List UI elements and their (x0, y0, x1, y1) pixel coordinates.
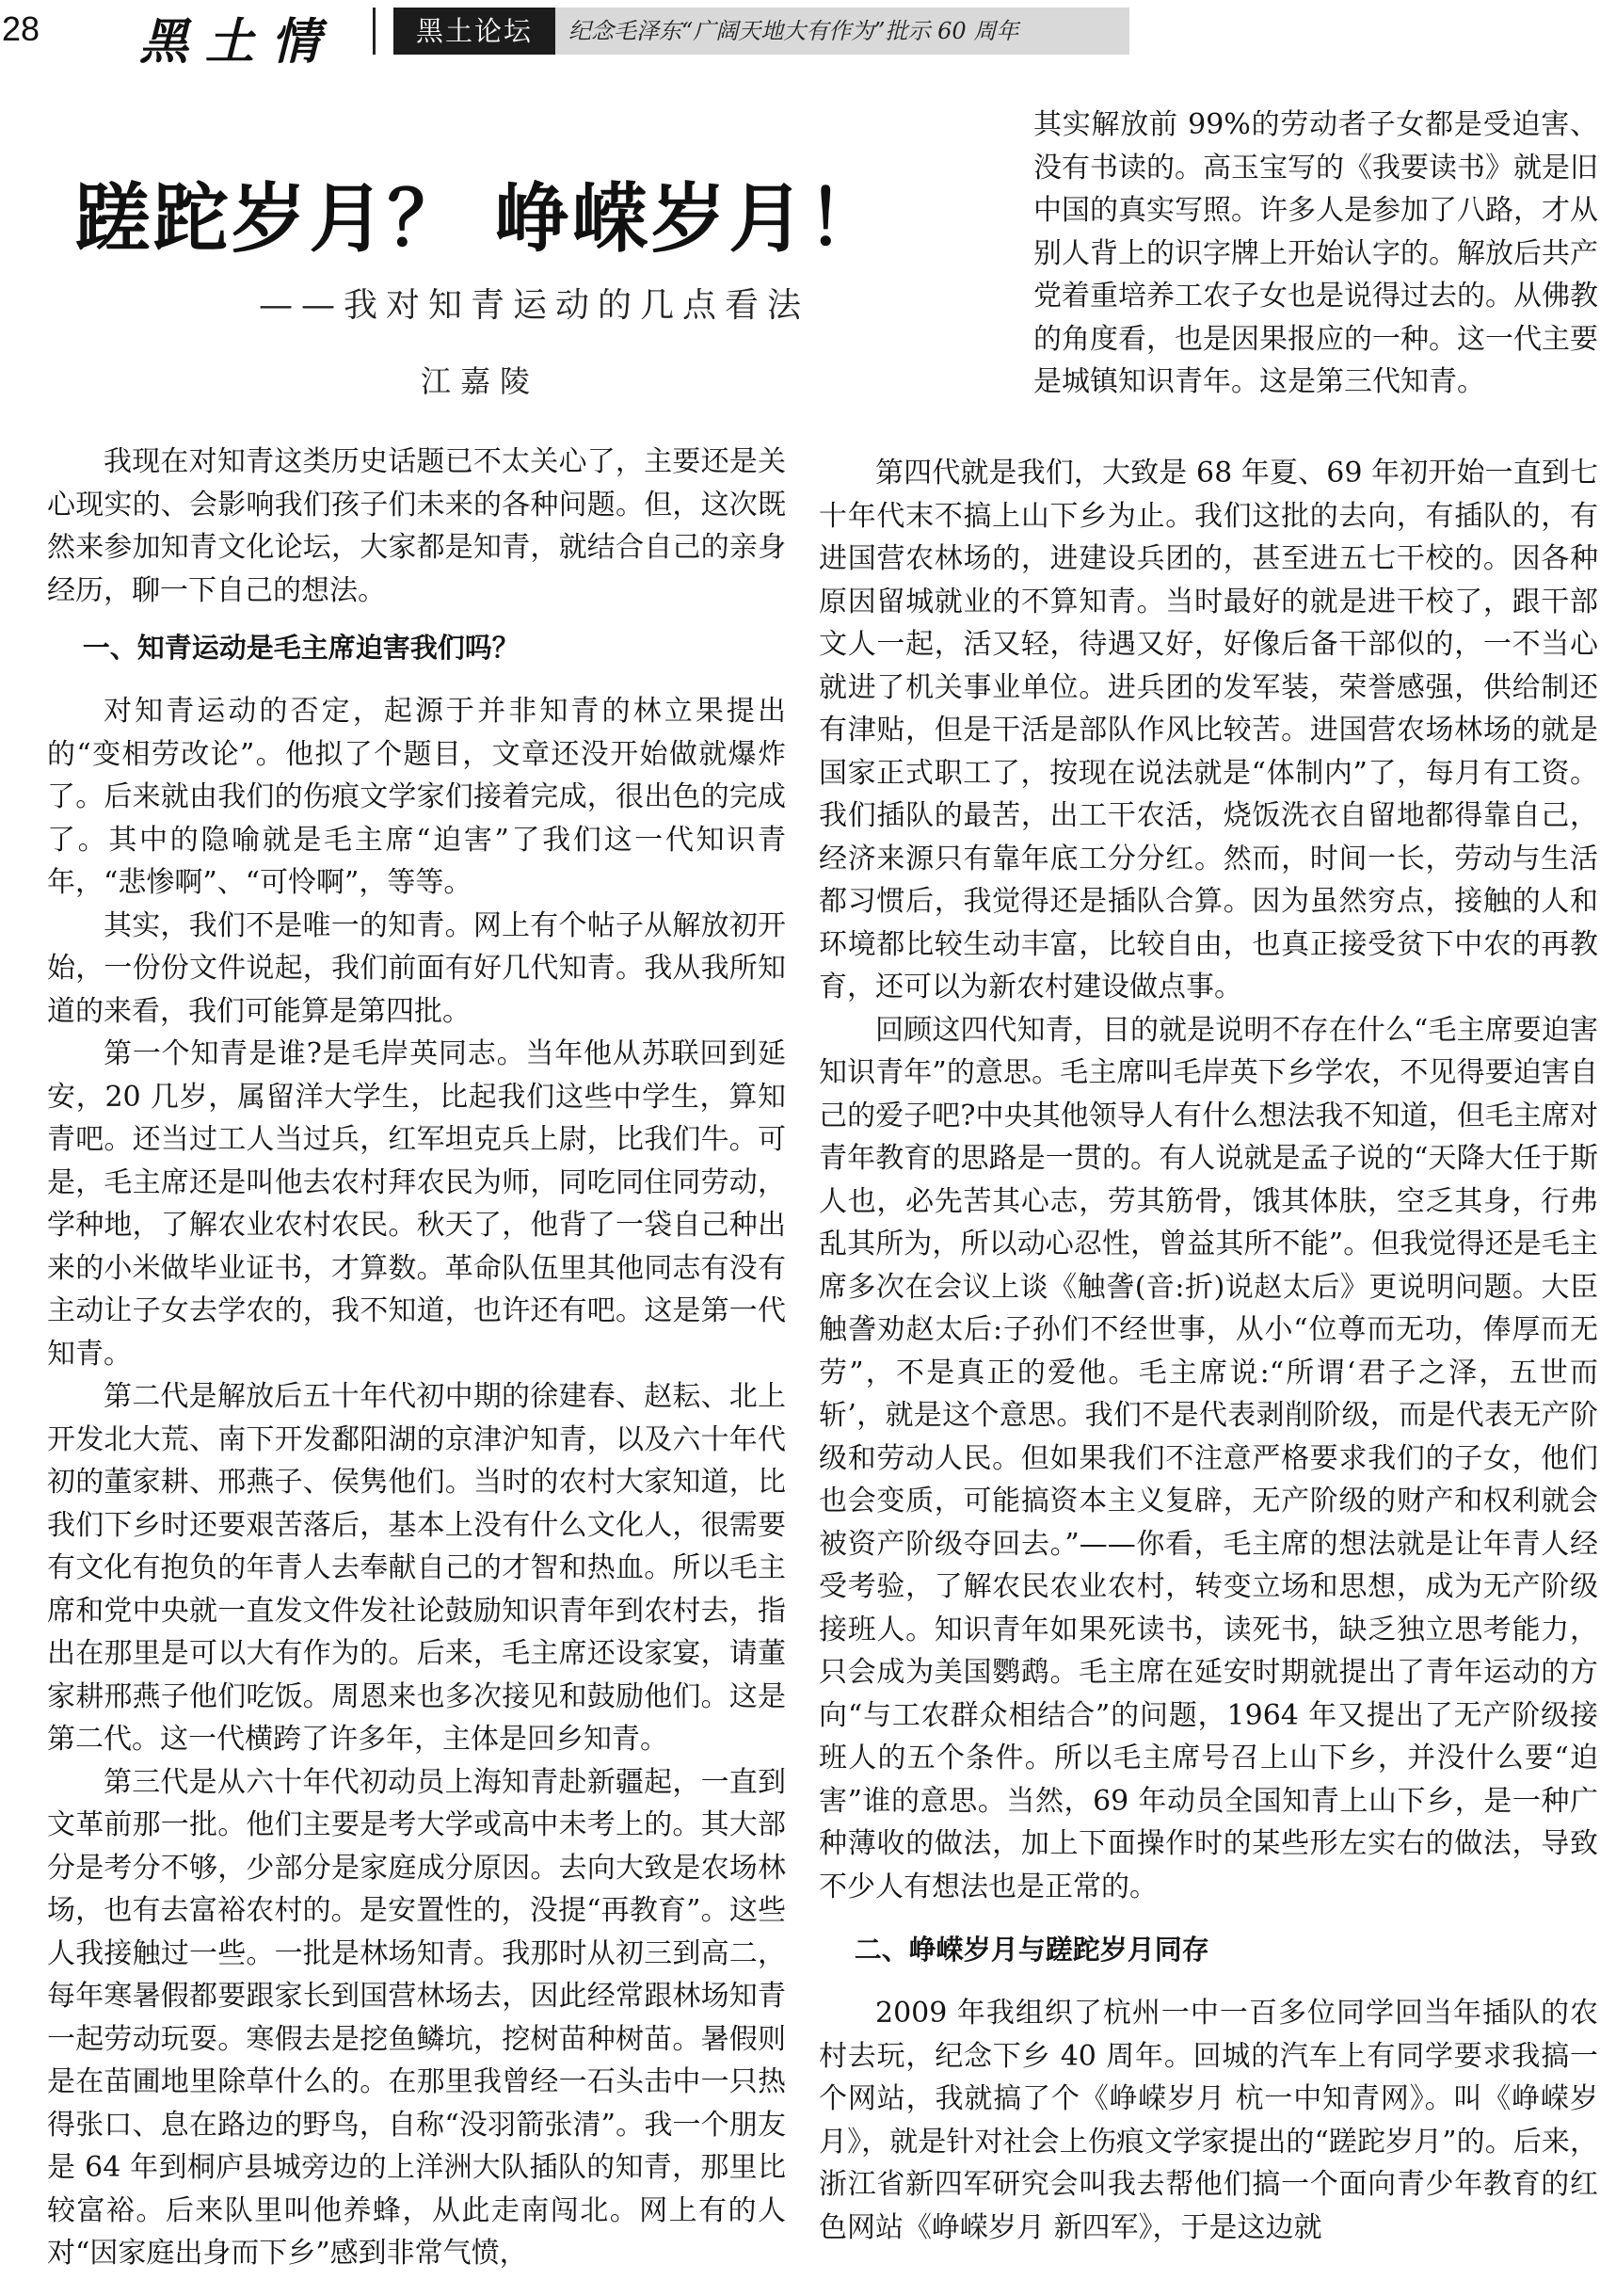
section-heading-2: 二、峥嵘岁月与蹉跎岁月同存 (854, 1934, 1209, 1966)
paragraph: 第二代是解放后五十年代初中期的徐建春、赵耘、北上开发北大荒、南下开发鄱阳湖的京津沪知青，以及六十年代初的董家耕、邢燕子、侯隽他们。当时的农村大家知道，比我们下乡时还要艰苦落后，基本上没有什么文化人，很需要有文化有抱负的年青人去奉献自己的才智和热血。所以毛主席和党中央就一直发文件发社论鼓励知识青年到农村去，指出在那里是可以大有作为的。后来，毛主席还设家宴，请董家耕邢燕子他们吃饭。周恩来也多次接见和鼓励他们。这是第二代。这一代横跨了许多年，主体是回乡知青。 (47, 1380, 786, 1756)
left-column (47, 441, 786, 2296)
paragraph-continued: 其实解放前 99%的劳动者子女都是受迫害、没有书读的。高玉宝写的《我要读书》就是旧中国的真实写照。许多人是参加了八路，才从别人背上的识字牌上开始认字的。解放后共产党着重培养工农子女也是说得过去的。从佛教的角度看，也是因果报应的一种。这一代主要是城镇知识青年。这是第三代知青。 (1033, 108, 1598, 398)
paragraph: 第一个知青是谁?是毛岸英同志。当年他从苏联回到延安，20 几岁，属留洋大学生，比起我们这些中学生，算知青吧。还当过工人当过兵，红军坦克兵上尉，比我们牛。可是，毛主席还是叫他去农村拜农民为师，同吃同住同劳动，学种地，了解农业农村农民。秋天了，他背了一袋自己种出来的小米做毕业证书，才算数。革命队伍里其他同志有没有主动让子女去学农的，我不知道，也许还有吧。这是第一代知青。 (47, 1037, 786, 1371)
anniversary-banner: 纪念毛泽东“广阔天地大有作为”批示 60 周年 (555, 8, 1129, 55)
section-heading-1: 一、知青运动是毛主席迫害我们吗？ (82, 632, 520, 664)
masthead-logo: 黑土情 (139, 13, 338, 71)
paragraph: 其实，我们不是唯一的知青。网上有个帖子从解放初开始，一份份文件说起，我们前面有好几代知青。我从我所知道的来看，我们可能算是第四批。 (47, 908, 786, 1028)
paragraph: 第三代是从六十年代初动员上海知青赴新疆起，一直到文革前那一批。他们主要是考大学或高中未考上的。其大部分是考分不够，少部分是家庭成分原因。去向大致是农场林场，也有去富裕农村的。是安置性的，没提“再教育”。这些人我接触过一些。一批是林场知青。我那时从初三到高二，每年寒暑假都要跟家长到国营林场去，因此经常跟林场知青一起劳动玩耍。寒假去是挖鱼鳞坑，挖树苗种树苗。暑假则是在苗圃地里除草什么的。在那里我曾经一石头击中一只热得张口、息在路边的野鸟，自称“没羽箭张清”。我一个朋友是 64 年到桐庐县城旁边的上洋洲大队插队的知青，那里比较富裕。后来队里叫他养蜂，从此走南闯北。网上有的人对“因家庭出身而下乡”感到非常气愤， (47, 1765, 786, 2270)
right-column (819, 452, 1598, 2296)
article-subtitle: ——我对知青运动的几点看法 (258, 286, 809, 325)
intro-paragraph: 我现在对知青这类历史话题已不太关心了，主要还是关心现实的、会影响我们孩子们未来的各种问题。但，这次既然来参加知青文化论坛，大家都是知青，就结合自己的亲身经历，聊一下自己的想法。 (47, 445, 786, 607)
paragraph: 第四代就是我们，大致是 68 年夏、69 年初开始一直到七十年代末不搞上山下乡为止。我们这批的去向，有插队的，有进国营农林场的，进建设兵团的，甚至进五七干校的。因各种原因留城就业的不算知青。当时最好的就是进干校了，跟干部文人一起，活又轻，待遇又好，好像后备干部似的，一不当心就进了机关事业单位。进兵团的发军装，荣誉感强，供给制还有津贴，但是干活是部队作风比较苦。进国营农场林场的就是国家正式职工了，按现在说法就是“体制内”了，每月有工资。我们插队的最苦，出工干农活，烧饭洗衣自留地都得靠自己，经济来源只有靠年底工分分红。然而，时间一长，劳动与生活都习惯后，我觉得还是插队合算。因为虽然穷点，接触的人和环境都比较生动丰富，比较自由，也真正接受贫下中农的再教育，还可以为新农村建设做点事。 (819, 457, 1598, 1003)
header-divider (373, 8, 376, 55)
page-number: 28 (2, 9, 40, 48)
paragraph: 2009 年我组织了杭州一中一百多位同学回当年插队的农村去玩，纪念下乡 40 周年。回城的汽车上有同学要求我搞一个网站，我就搞了个《峥嵘岁月 杭一中知青网》。叫《峥嵘岁月》，就是针对社会上伤痕文学家提出的“蹉跎岁月”的。后来，浙江省新四军研究会叫我去帮他们搞一个面向青少年教育的红色网站《峥嵘岁月 新四军》，于是这边就 (819, 1997, 1598, 2244)
article-title: 蹉跎岁月？ 峥嵘岁月！ (74, 174, 886, 263)
paragraph: 回顾这四代知青，目的就是说明不存在什么“毛主席要迫害知识青年”的意思。毛主席叫毛岸英下乡学农，不见得要迫害自己的爱子吧?中央其他领导人有什么想法我不知道，但毛主席对青年教育的思路是一贯的。有人说就是孟子说的“天降大任于斯人也，必先苦其心志，劳其筋骨，饿其体肤，空乏其身，行弗乱其所为，所以动心忍性，曾益其所不能”。但我觉得还是毛主席多次在会议上谈《触詟(音:折)说赵太后》更说明问题。大臣触詟劝赵太后:子孙们不经世事，从小“位尊而无功，俸厚而无劳”，不是真正的爱他。毛主席说:“所谓‘君子之泽，五世而斩’，就是这个意思。我们不是代表剥削阶级，而是代表无产阶级和劳动人民。但如果我们不注意严格要求我们的子女，他们也会变质，可能搞资本主义复辟，无产阶级的财产和权利就会被资产阶级夺回去。”——你看，毛主席的想法就是让年青人经受考验，了解农民农业农村，转变立场和思想，成为无产阶级接班人。知识青年如果死读书，读死书，缺乏独立思考能力，只会成为美国鹦鹉。毛主席在延安时期就提出了青年运动的方向“与工农群众相结合”的问题，1964 年又提出了无产阶级接班人的五个条件。所以毛主席号召上山下乡，并没什么要“迫害”谁的意思。当然，69 年动员全国知青上山下乡，是一种广种薄收的做法，加上下面操作时的某些形左实右的做法，导致不少人有想法也是正常的。 (819, 1013, 1598, 1903)
paragraph: 对知青运动的否定，起源于并非知青的林立果提出的“变相劳改论”。他拟了个题目，文章还没开始做就爆炸了。后来就由我们的伤痕文学家们接着完成，很出色的完成了。其中的隐喻就是毛主席“迫害”了我们这一代知识青年，“悲惨啊”、“可怜啊”，等等。 (47, 695, 786, 899)
article-author: 江嘉陵 (420, 363, 539, 399)
section-label: 黑土论坛 (393, 8, 555, 55)
right-column-top (1033, 104, 1598, 452)
page-header (0, 0, 1600, 71)
